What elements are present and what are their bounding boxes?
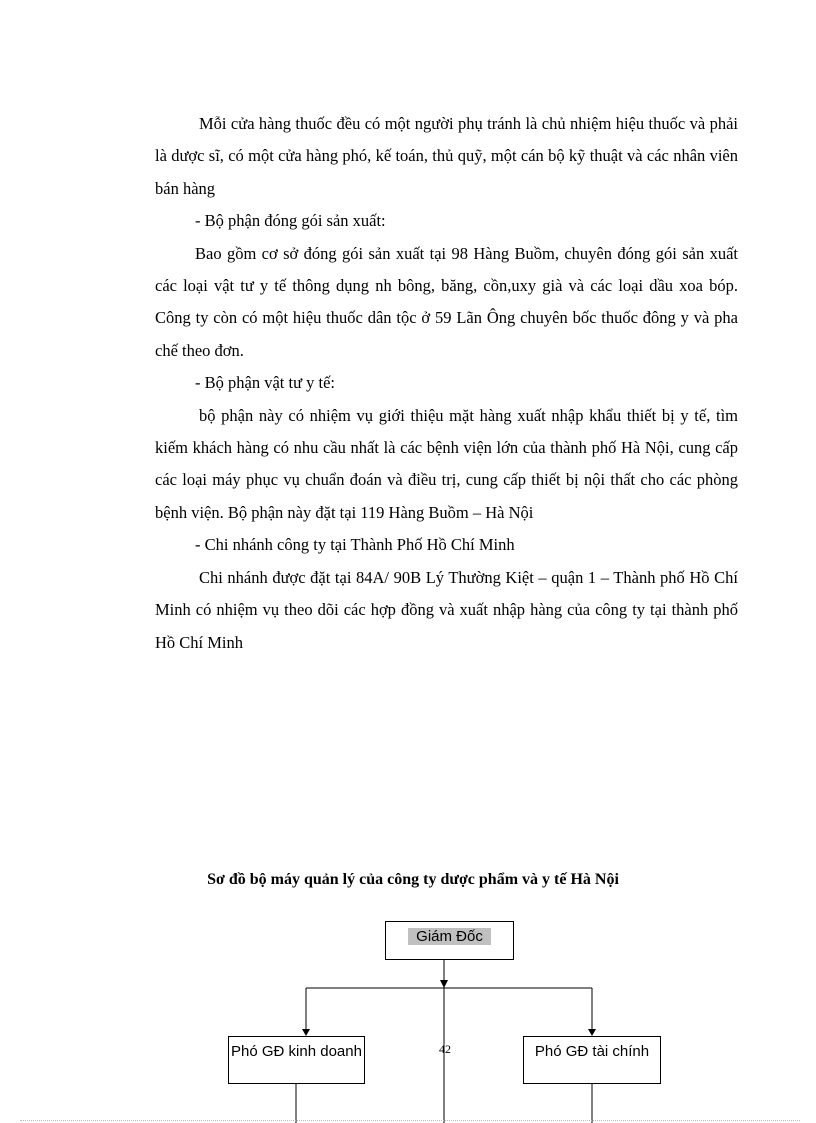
heading-packaging: - Bộ phận đóng gói sản xuất: <box>195 211 386 231</box>
arrow-down-icon <box>440 980 448 988</box>
page-bottom-divider <box>20 1120 800 1121</box>
deputy-finance-box: Phó GĐ tài chính <box>523 1036 661 1084</box>
paragraph-hcm-branch: Chi nhánh được đặt tại 84A/ 90B Lý Thường Kiệt – quận 1 – Thành phố Hồ Chí Minh có nhiệm vụ theo dõi các hợp đồng và xuất nhập hàng của công ty tại thành phố Hồ Chí Minh <box>155 567 738 652</box>
paragraph-packaging: Bao gồm cơ sở đóng gói sản xuất tại 98 Hàng Buồm, chuyên đóng gói sản xuất các loại vật tư y tế thông dụng nh bông, băng, cồn,uxy già và các loại dầu xoa bóp. Công ty còn có một hiệu thuốc dân tộc ở 59 Lãn Ông chuyên bốc thuốc đông y và pha chế theo đơn. <box>155 243 738 360</box>
director-label: Giám Đốc <box>408 928 491 945</box>
diagram-title: Sơ đồ bộ máy quản lý của công ty dược phẩm và y tế Hà Nội <box>207 871 619 888</box>
paragraph-store-staff: Mỗi cửa hàng thuốc đều có một người phụ tránh là chủ nhiệm hiệu thuốc và phải là dược sĩ, có một cửa hàng phó, kế toán, thủ quỹ, một cán bộ kỹ thuật và các nhân viên bán hàng <box>155 114 738 198</box>
page-number: 42 <box>439 1042 451 1056</box>
deputy-business-box: Phó GĐ kinh doanh <box>228 1036 365 1084</box>
heading-hcm-branch: - Chi nhánh công ty tại Thành Phố Hồ Chí Minh <box>195 535 515 555</box>
arrow-down-icon <box>302 1029 310 1036</box>
arrow-down-icon <box>588 1029 596 1036</box>
director-box <box>385 921 514 960</box>
heading-medical-supplies: - Bộ phận vật tư y tế: <box>195 373 336 393</box>
paragraph-medical-supplies: bộ phận này có nhiệm vụ giới thiệu mặt hàng xuất nhập khẩu thiết bị y tế, tìm kiếm khách hàng có nhu cầu nhất là các bệnh viện lớn của thành phố Hà Nội, cung cấp các loại máy phục vụ chuẩn đoán và điều trị, cung cấp thiết bị nội thất cho các phòng bệnh viện. Bộ phận này đặt tại 119 Hàng Buồm – Hà Nội <box>155 405 738 522</box>
